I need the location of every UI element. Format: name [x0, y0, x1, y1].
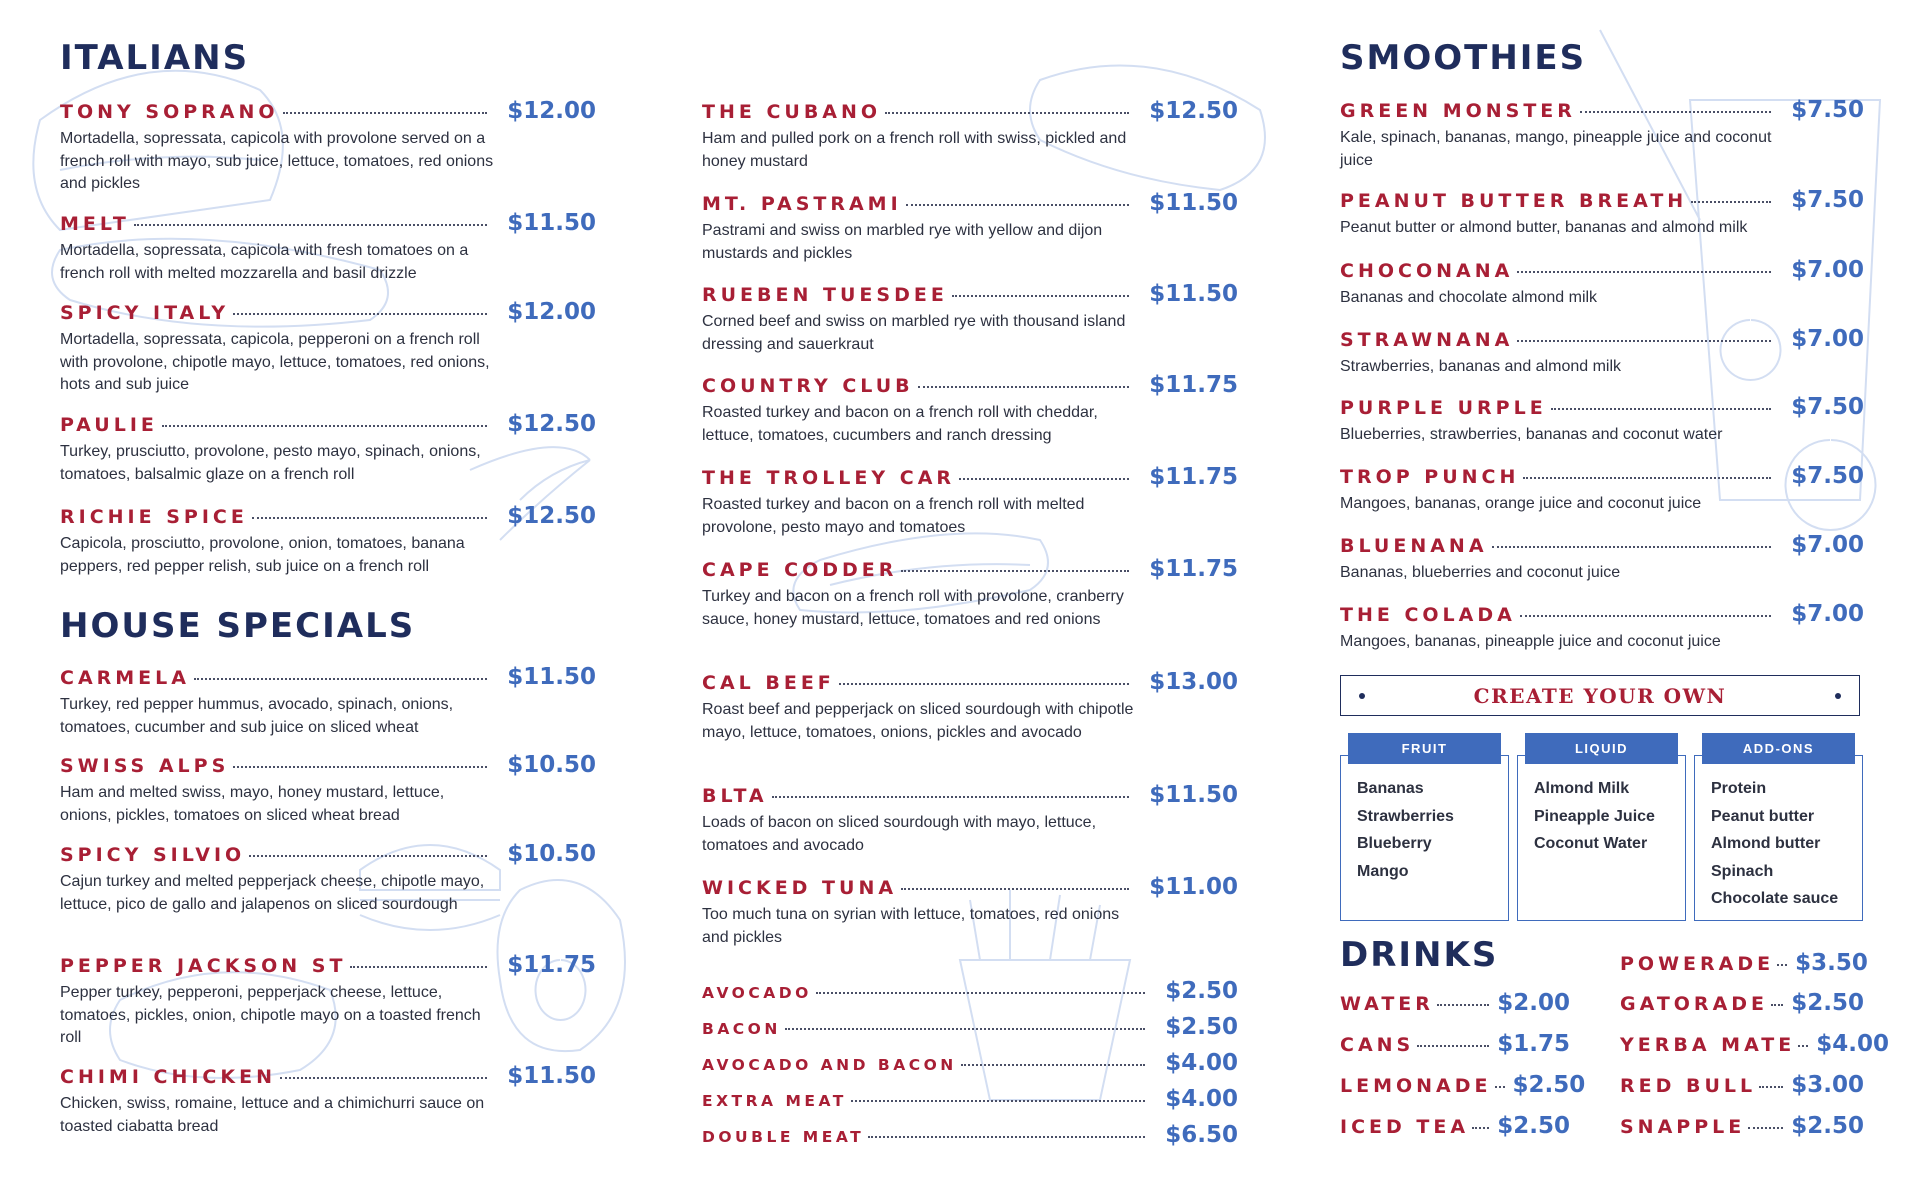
item-price: $6.50 [1165, 1122, 1238, 1148]
dot-leader [952, 295, 1129, 297]
dot-leader [1580, 111, 1771, 113]
dot-leader [134, 224, 487, 226]
menu-item [60, 411, 596, 486]
item-description: Roasted turkey and bacon on a french roll with melted provolone, pesto mayo and tomatoes [702, 496, 1085, 536]
item-price: $7.00 [1791, 532, 1864, 558]
item-price: $12.00 [507, 299, 596, 325]
item-price: $11.75 [1149, 372, 1238, 398]
item-name: CAPE CODDER [702, 559, 898, 581]
item-name: TROP PUNCH [1340, 466, 1520, 488]
cyo-option-list [1357, 775, 1454, 885]
menu-item [60, 1063, 596, 1138]
item-price: $7.50 [1791, 187, 1864, 213]
dot-leader [959, 478, 1129, 480]
dot-leader [839, 683, 1129, 685]
item-name: RED BULL [1620, 1075, 1757, 1097]
dot-leader [350, 966, 487, 968]
dot-leader [1748, 1127, 1783, 1129]
item-price: $7.50 [1791, 394, 1864, 420]
dot-leader [1691, 201, 1771, 203]
dot-leader [1492, 546, 1772, 548]
drink-item [1340, 990, 1570, 1020]
dot-leader [901, 888, 1129, 890]
dot-leader [851, 1100, 1145, 1102]
dot-leader [1517, 340, 1771, 342]
dot-leader [1771, 1004, 1783, 1006]
menu-item [1340, 394, 1864, 447]
cyo-option: Pineapple Juice [1534, 807, 1655, 825]
item-description: Too much tuna on syrian with lettuce, tomatoes, red onions and pickles [702, 906, 1120, 946]
item-price: $2.50 [1165, 1014, 1238, 1040]
item-name: SPICY SILVIO [60, 844, 246, 866]
item-price: $13.00 [1149, 669, 1238, 695]
cyo-option: Protein [1711, 780, 1767, 797]
item-name: EXTRA MEAT [702, 1092, 847, 1110]
item-description: Capicola, prosciutto, provolone, onion, tomatoes, banana peppers, red pepper relish, sub juice on a french roll [60, 535, 465, 575]
extra-item [702, 1122, 1238, 1148]
item-name: PURPLE URPLE [1340, 397, 1547, 419]
dot-leader [1798, 1045, 1808, 1047]
item-description: Bananas and chocolate almond milk [1340, 289, 1598, 306]
item-name: ICED TEA [1340, 1116, 1470, 1138]
item-price: $7.00 [1791, 257, 1864, 283]
cyo-option: Peanut butter [1711, 807, 1815, 825]
item-name: MT. PASTRAMI [702, 193, 902, 215]
item-name: PAULIE [60, 414, 158, 436]
item-description: Loads of bacon on sliced sourdough with mayo, lettuce, tomatoes and avocado [702, 814, 1097, 854]
italians-title: ITALIANS [60, 38, 250, 78]
item-price: $3.00 [1791, 1072, 1864, 1098]
item-name: GATORADE [1620, 993, 1769, 1015]
item-price: $7.50 [1791, 463, 1864, 489]
item-price: $2.50 [1791, 1113, 1864, 1139]
menu-item [702, 464, 1238, 539]
item-name: PEPPER JACKSON ST [60, 955, 347, 977]
item-name: STRAWNANA [1340, 329, 1514, 351]
item-description: Blueberries, strawberries, bananas and coconut water [1340, 426, 1723, 443]
cyo-box-liquid [1517, 733, 1686, 921]
item-name: CANS [1340, 1034, 1415, 1056]
item-name: THE TROLLEY CAR [702, 467, 956, 489]
item-name: RUEBEN TUESDEE [702, 284, 948, 306]
dot-leader [1777, 964, 1787, 966]
item-description: Bananas, blueberries and coconut juice [1340, 564, 1621, 581]
cyo-option: Mango [1357, 862, 1409, 880]
item-price: $11.75 [1149, 556, 1238, 582]
item-price: $11.00 [1149, 874, 1238, 900]
dot-leader [906, 204, 1130, 206]
menu-item [60, 210, 596, 285]
extra-item [702, 1086, 1238, 1112]
cyo-option: Strawberries [1357, 807, 1454, 825]
item-name: CAL BEEF [702, 672, 835, 694]
item-price: $11.75 [507, 952, 596, 978]
item-price: $2.50 [1512, 1072, 1586, 1098]
item-name: SWISS ALPS [60, 755, 230, 777]
dot-leader [249, 855, 487, 857]
cyo-option: Almond Milk [1534, 780, 1630, 797]
item-name: WICKED TUNA [702, 877, 898, 899]
dot-leader [162, 425, 487, 427]
cyo-box-fruit [1340, 733, 1509, 921]
menu-item [1340, 97, 1864, 172]
item-price: $4.00 [1165, 1050, 1238, 1076]
item-name: CHIMI CHICKEN [60, 1066, 276, 1088]
dot-leader [280, 1077, 487, 1079]
extra-item [702, 978, 1238, 1004]
dot-leader [1759, 1086, 1783, 1088]
extra-item [702, 1050, 1238, 1076]
menu-item [60, 841, 596, 916]
menu-item [60, 664, 596, 739]
item-name: BLUENANA [1340, 535, 1488, 557]
item-price: $2.00 [1497, 990, 1570, 1016]
item-price: $11.50 [1149, 190, 1238, 216]
dot-leader [918, 386, 1130, 388]
item-name: SPICY ITALY [60, 302, 230, 324]
dot-leader [233, 766, 487, 768]
dot-leader [901, 570, 1129, 572]
item-price: $2.50 [1497, 1113, 1570, 1139]
item-price: $1.75 [1497, 1031, 1570, 1057]
item-description: Ham and pulled pork on a french roll with swiss, pickled and honey mustard [702, 130, 1127, 170]
item-name: THE CUBANO [702, 101, 882, 123]
drink-item [1620, 950, 1868, 980]
cyo-box-header: ADD-ONS [1702, 733, 1855, 764]
item-name: THE COLADA [1340, 604, 1516, 626]
cyo-box-header: LIQUID [1525, 733, 1678, 764]
item-price: $11.75 [1149, 464, 1238, 490]
dot-leader [252, 517, 487, 519]
item-price: $4.00 [1165, 1086, 1238, 1112]
menu-item [1340, 187, 1864, 240]
drink-item [1340, 1072, 1586, 1102]
item-price: $4.00 [1816, 1031, 1890, 1057]
menu-item [1340, 463, 1864, 516]
drink-item [1620, 1113, 1864, 1143]
cyo-option: Bananas [1357, 780, 1424, 797]
item-name: YERBA MATE [1620, 1034, 1796, 1056]
cyo-option: Spinach [1711, 862, 1774, 880]
item-description: Mangoes, bananas, orange juice and coconut juice [1340, 495, 1702, 512]
cyo-option: Blueberry [1357, 835, 1432, 852]
cyo-option: Coconut Water [1534, 835, 1648, 852]
item-name: LEMONADE [1340, 1075, 1492, 1097]
menu-item [702, 556, 1238, 631]
item-description: Turkey, red pepper hummus, avocado, spinach, onions, tomatoes, cucumber and sub juice on sliced wheat [60, 696, 454, 736]
item-price: $10.50 [507, 752, 596, 778]
cyo-option: Chocolate sauce [1711, 890, 1839, 907]
item-name: RICHIE SPICE [60, 506, 248, 528]
item-description: Mangoes, bananas, pineapple juice and coconut juice [1340, 633, 1721, 650]
item-description: Roast beef and pepperjack on sliced sourdough with chipotle mayo, lettuce, tomatoes, onions, pickles and avocado [702, 701, 1134, 741]
item-description: Cajun turkey and melted pepperjack cheese, chipotle mayo, lettuce, pico de gallo and jalapenos on sliced sourdough [60, 873, 485, 913]
dot-leader [233, 313, 487, 315]
item-name: AVOCADO [702, 984, 812, 1002]
item-name: MELT [60, 213, 130, 235]
drink-item [1620, 990, 1864, 1020]
item-description: Mortadella, sopressata, capicola with provolone served on a french roll with mayo, sub juice, lettuce, tomatoes, red onions and pickles [60, 130, 494, 192]
item-description: Pastrami and swiss on marbled rye with yellow and dijon mustards and pickles [702, 222, 1103, 262]
smoothies-title: SMOOTHIES [1340, 38, 1587, 78]
item-description: Strawberries, bananas and almond milk [1340, 358, 1622, 375]
menu-item [1340, 257, 1864, 310]
menu-item [702, 281, 1238, 356]
item-name: POWERADE [1620, 953, 1775, 975]
item-name: BLTA [702, 785, 768, 807]
dot-leader [772, 796, 1130, 798]
item-price: $7.00 [1791, 326, 1864, 352]
dot-leader [1523, 477, 1771, 479]
item-name: DOUBLE MEAT [702, 1128, 865, 1146]
dot-leader [1551, 408, 1772, 410]
item-description: Mortadella, sopressata, capicola with fresh tomatoes on a french roll with melted mozzarella and basil drizzle [60, 242, 469, 282]
item-name: COUNTRY CLUB [702, 375, 914, 397]
item-description: Mortadella, sopressata, capicola, pepperoni on a french roll with provolone, chipotle mayo, lettuce, tomatoes, red onions, hots and sub juice [60, 331, 490, 393]
menu-item [702, 782, 1238, 857]
item-name: TONY SOPRANO [60, 101, 279, 123]
item-price: $11.50 [1149, 782, 1238, 808]
bullet-dot-right [1835, 693, 1841, 699]
dot-leader [816, 992, 1145, 994]
cyo-option-list [1711, 775, 1838, 913]
item-description: Kale, spinach, bananas, mango, pineapple juice and coconut juice [1340, 129, 1772, 169]
menu-item [702, 372, 1238, 447]
item-price: $12.50 [1149, 98, 1238, 124]
item-description: Pepper turkey, pepperoni, pepperjack cheese, lettuce, tomatoes, pickles, onion, chipotle mayo on a toasted french roll [60, 984, 481, 1046]
drinks-title: DRINKS [1340, 935, 1499, 975]
item-description: Turkey, prusciutto, provolone, pesto mayo, spinach, onions, tomatoes, balsalmic glaze on a french roll [60, 443, 481, 483]
bullet-dot-left [1359, 693, 1365, 699]
item-name: CARMELA [60, 667, 190, 689]
item-name: BACON [702, 1020, 781, 1038]
drink-item [1620, 1031, 1890, 1061]
menu-item [1340, 601, 1864, 654]
menu-item [702, 669, 1238, 744]
item-price: $7.50 [1791, 97, 1864, 123]
item-price: $11.50 [507, 1063, 596, 1089]
item-description: Chicken, swiss, romaine, lettuce and a chimichurri sauce on toasted ciabatta bread [60, 1095, 485, 1135]
dot-leader [1517, 271, 1771, 273]
drink-item [1340, 1113, 1570, 1143]
item-price: $2.50 [1165, 978, 1238, 1004]
menu-item [1340, 326, 1864, 379]
cyo-box-add-ons [1694, 733, 1863, 921]
item-description: Ham and melted swiss, mayo, honey mustard, lettuce, onions, pickles, tomatoes on sliced wheat bread [60, 784, 445, 824]
drink-item [1620, 1072, 1864, 1102]
item-price: $2.50 [1791, 990, 1864, 1016]
menu-item [702, 190, 1238, 265]
extra-item [702, 1014, 1238, 1040]
menu-item [702, 98, 1238, 173]
item-name: AVOCADO AND BACON [702, 1056, 957, 1074]
cyo-option-list [1534, 775, 1655, 858]
item-name: PEANUT BUTTER BREATH [1340, 190, 1688, 212]
dot-leader [1417, 1045, 1489, 1047]
dot-leader [1495, 1086, 1505, 1088]
menu-item [60, 952, 596, 1050]
item-price: $11.50 [507, 664, 596, 690]
item-price: $7.00 [1791, 601, 1864, 627]
cyo-box-header: FRUIT [1348, 733, 1501, 764]
dot-leader [1520, 615, 1771, 617]
menu-item [60, 752, 596, 827]
menu-item [60, 503, 596, 578]
item-price: $11.50 [507, 210, 596, 236]
dot-leader [283, 112, 488, 114]
item-price: $12.50 [507, 503, 596, 529]
create-your-own-banner [1340, 675, 1860, 716]
item-price: $11.50 [1149, 281, 1238, 307]
item-description: Turkey and bacon on a french roll with provolone, cranberry sauce, honey mustard, lettuce, tomatoes and red onions [702, 588, 1124, 628]
item-price: $10.50 [507, 841, 596, 867]
item-name: CHOCONANA [1340, 260, 1514, 282]
dot-leader [785, 1028, 1145, 1030]
dot-leader [1472, 1127, 1489, 1129]
dot-leader [961, 1064, 1146, 1066]
cyo-option: Almond butter [1711, 835, 1821, 852]
item-name: WATER [1340, 993, 1434, 1015]
item-description: Corned beef and swiss on marbled rye with thousand island dressing and sauerkraut [702, 313, 1126, 353]
item-price: $3.50 [1795, 950, 1868, 976]
menu-item [1340, 532, 1864, 585]
item-price: $12.50 [507, 411, 596, 437]
menu-item [60, 299, 596, 397]
dot-leader [868, 1136, 1145, 1138]
item-price: $12.00 [507, 98, 596, 124]
item-name: GREEN MONSTER [1340, 100, 1576, 122]
menu-item [702, 874, 1238, 949]
dot-leader [1437, 1004, 1489, 1006]
drink-item [1340, 1031, 1570, 1061]
create-your-own-title: CREATE YOUR OWN [1473, 683, 1727, 708]
item-name: SNAPPLE [1620, 1116, 1746, 1138]
house-specials-title: HOUSE SPECIALS [60, 606, 416, 646]
dot-leader [885, 112, 1129, 114]
item-description: Peanut butter or almond butter, bananas and almond milk [1340, 219, 1748, 236]
dot-leader [194, 678, 487, 680]
item-description: Roasted turkey and bacon on a french roll with cheddar, lettuce, tomatoes, cucumbers and ranch dressing [702, 404, 1098, 444]
menu-item [60, 98, 596, 196]
